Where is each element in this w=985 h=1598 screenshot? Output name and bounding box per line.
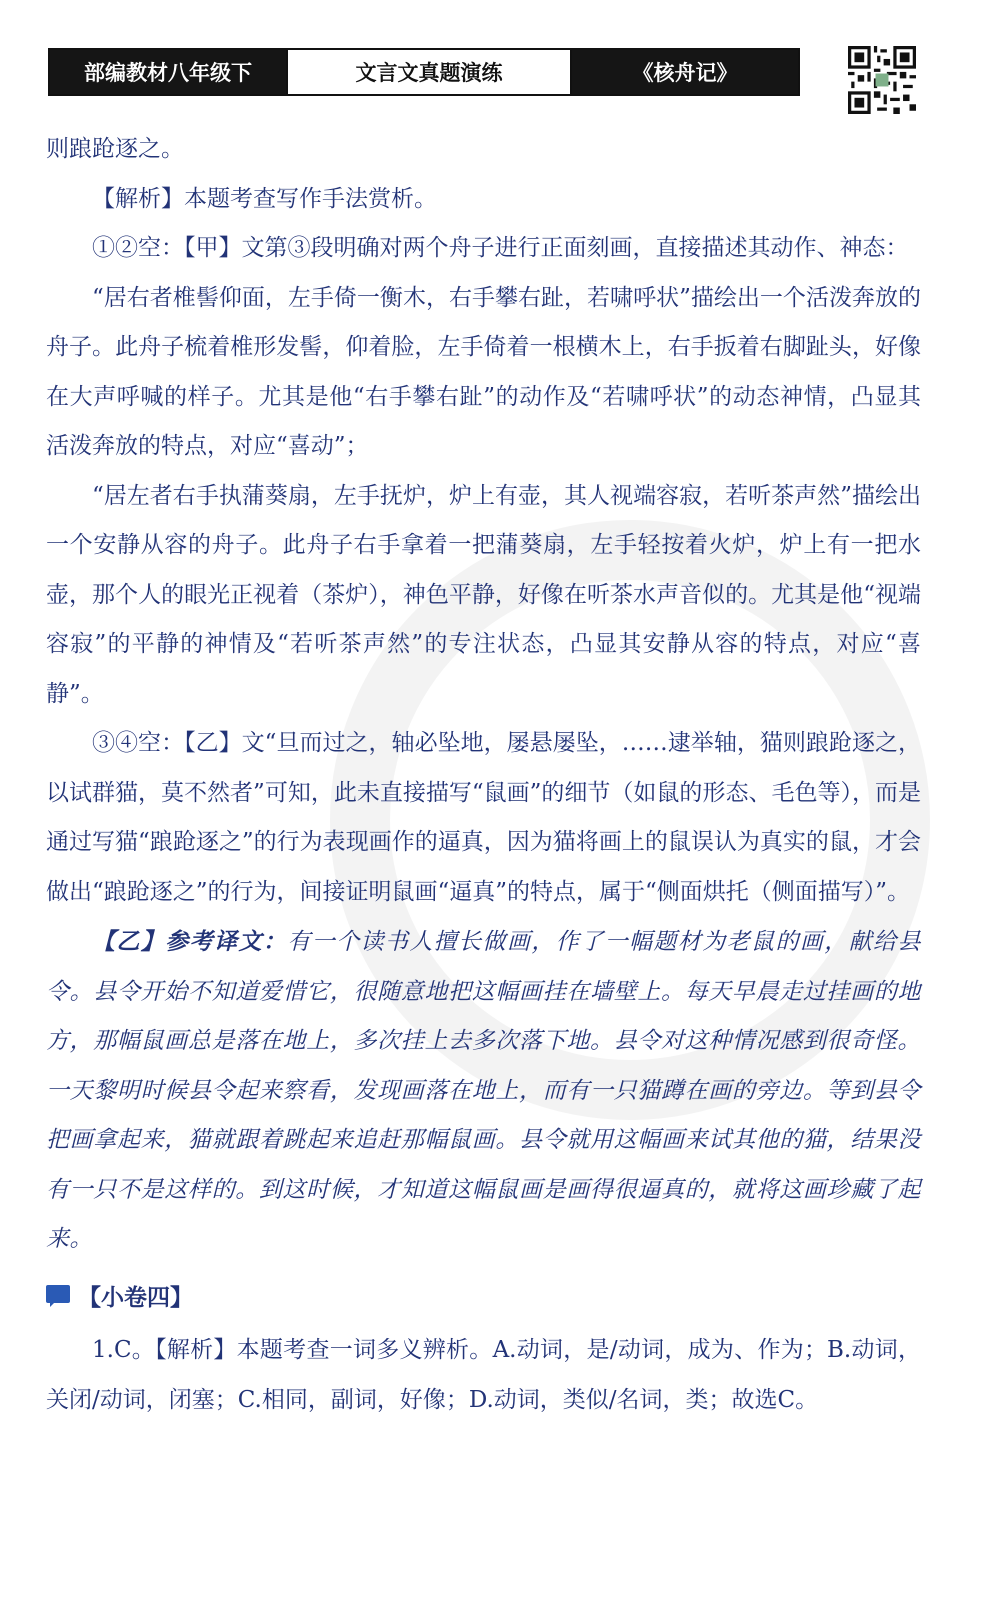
paragraph-answer: 1.C。【解析】本题考查一词多义辨析。A.动词，是/动词，成为、作为；B.动词，关闭/动词，闭塞；C.相同，副词，好像；D.动词，类似/名词，类；故选C。 xyxy=(46,1337,921,1413)
section-title: 【小卷四】 xyxy=(78,1283,193,1311)
paragraph-right-boatman: “居右者椎髻仰面，左手倚一衡木，右手攀右趾，若啸呼状”描绘出一个活泼奔放的舟子。此舟子梳着椎形发髻，仰着脸，左手倚着一根横木上，右手扳着右脚趾头，好像在大声呼喊的样子。尤其是他“右手攀右趾”的动作及“若啸呼状”的动态神情，凸显其活泼奔放的特点，对应“喜动”； xyxy=(46,284,921,459)
header-grade: 部编教材八年级下 xyxy=(50,50,286,94)
translation-label: 【乙】参考译文： xyxy=(92,928,288,955)
paragraph-continuation: 则踉跄逐之。 xyxy=(46,136,184,162)
document-body xyxy=(46,125,921,1425)
paragraph-analysis: 【解析】本题考查写作手法赏析。 xyxy=(92,185,437,212)
qr-code-icon xyxy=(848,46,916,114)
paragraph-blank-3-4: ③④空：【乙】文“旦而过之，轴必坠地，屡悬屡坠，……逮举轴，猫则踉跄逐之，以试群猫，莫不然者”可知，此未直接描写“鼠画”的细节（如鼠的形态、毛色等），而是通过写猫“踉跄逐之”的行为表现画作的逼真，因为猫将画上的鼠误认为真实的鼠，才会做出“踉跄逐之”的行为，间接证明鼠画“逼真”的特点，属于“侧面烘托（侧面描写）”。 xyxy=(46,730,921,905)
paragraph-left-boatman: “居左者右手执蒲葵扇，左手抚炉，炉上有壶，其人视端容寂，若听茶声然”描绘出一个安静从容的舟子。此舟子右手拿着一把蒲葵扇，左手轻按着火炉，炉上有一把水壶，那个人的眼光正视着（茶炉），神色平静，好像在听茶水声音似的。尤其是他“视端容寂”的平静的神情及“若听茶声然”的专注状态，凸显其安静从容的特点，对应“喜静”。 xyxy=(46,482,921,707)
chat-bubble-icon xyxy=(46,1285,72,1309)
header-topic: 文言文真题演练 xyxy=(286,50,572,94)
translation-text: 有一个读书人擅长做画，作了一幅题材为老鼠的画，献给县令。县令开始不知道爱惜它，很随意地把这幅画挂在墙壁上。每天早晨走过挂画的地方，那幅鼠画总是落在地上，多次挂上去多次落下地。县令对这种情况感到很奇怪。一天黎明时候县令起来察看，发现画落在地上，而有一只猫蹲在画的旁边。等到县令把画拿起来，猫就跟着跳起来追赶那幅鼠画。县令就用这幅画来试其他的猫，结果没有一只不是这样的。到这时候，才知道这幅鼠画是画得很逼真的，就将这画珍藏了起来。 xyxy=(46,929,922,1252)
header-bar xyxy=(48,48,800,96)
paragraph-blank-1-2: ①②空：【甲】文第③段明确对两个舟子进行正面刻画，直接描述其动作、神态： xyxy=(92,235,909,261)
section-heading xyxy=(46,1273,921,1323)
paragraph-translation xyxy=(46,917,921,1265)
header-title: 《核舟记》 xyxy=(572,50,798,94)
